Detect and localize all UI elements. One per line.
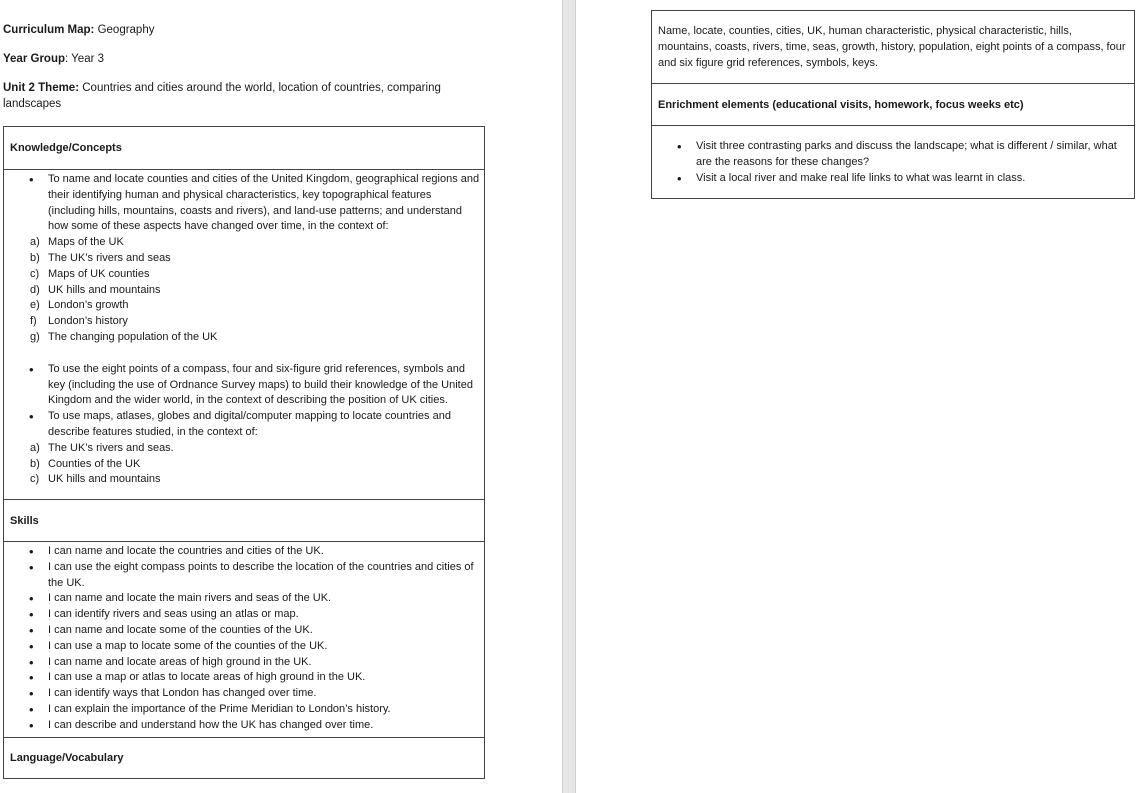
- language-heading: Language/Vocabulary: [4, 737, 484, 778]
- list-item: [4, 283, 484, 299]
- knowledge-bullets-2: [4, 362, 484, 441]
- skill-item: • I can describe and understand how the UK has changed over time.: [4, 718, 484, 734]
- enrichment-list: [652, 139, 1134, 186]
- curriculum-map-value: Geography: [97, 24, 155, 36]
- knowledge-bullets-1: [4, 172, 484, 235]
- list-item-text: UK hills and mountains: [48, 473, 161, 486]
- skill-item: • I can name and locate areas of high ground in the UK.: [4, 655, 484, 671]
- list-item: [4, 314, 484, 330]
- knowledge-list-2: [4, 441, 484, 488]
- skill-item: • I can use a map to locate some of the counties of the UK.: [4, 639, 484, 655]
- curriculum-map-line: [3, 22, 154, 38]
- list-item-text: London’s growth: [48, 299, 129, 312]
- list-item-text: UK hills and mountains: [48, 283, 161, 296]
- curriculum-map-label: Curriculum Map:: [3, 24, 95, 36]
- unit-theme-label: Unit 2 Theme:: [3, 82, 80, 94]
- list-item: [4, 267, 484, 283]
- skills-content: [4, 541, 484, 737]
- list-item-letter: b): [30, 251, 40, 264]
- page-gutter: [562, 0, 576, 793]
- year-group-line: [3, 51, 104, 67]
- knowledge-bullet-compass: • To use the eight points of a compass, four and six-figure grid references, symbols and key (including the use of Ordnance Survey maps) to build their knowledge of the United Kingdom and the wider world, in the context of describing the position of UK cities.: [4, 362, 484, 409]
- year-group-value: : Year 3: [65, 53, 105, 65]
- language-content: Name, locate, counties, cities, UK, human characteristic, physical characteristic, hills, mountains, coasts, rivers, time, seas, growth, history, population, eight points of a compass, four and six figure grid references, symbols, keys.: [658, 25, 1126, 69]
- list-item: [4, 235, 484, 251]
- list-item-letter: b): [30, 457, 40, 470]
- list-item-letter: a): [30, 441, 40, 454]
- skill-item: • I can identify ways that London has changed over time.: [4, 686, 484, 702]
- enrichment-heading: Enrichment elements (educational visits, homework, focus weeks etc): [652, 83, 1134, 125]
- skill-item: • I can identify rivers and seas using an atlas or map.: [4, 607, 484, 623]
- list-item-letter: e): [30, 299, 40, 312]
- unit-theme-value: Countries and cities around the world, location of countries, comparing landscapes: [3, 82, 441, 110]
- skill-item: • I can use a map or atlas to locate areas of high ground in the UK.: [4, 670, 484, 686]
- enrichment-item: • Visit a local river and make real life links to what was learnt in class.: [652, 171, 1134, 187]
- list-item-text: The changing population of the UK: [48, 330, 218, 343]
- curriculum-table: [3, 126, 485, 779]
- list-item: [4, 472, 484, 488]
- list-item: [4, 330, 484, 346]
- document-page-right: [576, 0, 1141, 793]
- skills-list: [4, 544, 484, 734]
- skill-item: • I can name and locate the main rivers and seas of the UK.: [4, 591, 484, 607]
- list-item-text: The UK’s rivers and seas.: [48, 441, 174, 454]
- list-item-letter: c): [30, 267, 40, 280]
- list-item-text: Maps of the UK: [48, 236, 124, 249]
- skills-heading: Skills: [4, 499, 484, 541]
- document-page-left: [0, 0, 562, 793]
- list-item-text: The UK’s rivers and seas: [48, 251, 171, 264]
- list-item-letter: c): [30, 473, 40, 486]
- skill-item: • I can name and locate the countries and cities of the UK.: [4, 544, 484, 560]
- enrichment-item: • Visit three contrasting parks and discuss the landscape; what is different / similar, what are the reasons for these changes?: [652, 139, 1134, 171]
- skill-item: • I can name and locate some of the counties of the UK.: [4, 623, 484, 639]
- skill-item: • I can use the eight compass points to describe the location of the countries and cities of the UK.: [4, 560, 484, 592]
- list-item: [4, 298, 484, 314]
- list-item-text: Counties of the UK: [48, 457, 141, 470]
- unit-theme-line: [3, 80, 473, 112]
- list-item: [4, 457, 484, 473]
- knowledge-bullet-maps: • To use maps, atlases, globes and digital/computer mapping to locate countries and describe features studied, in the context of:: [4, 409, 484, 441]
- list-item: [4, 441, 484, 457]
- knowledge-bullet-locate: • To name and locate counties and cities of the United Kingdom, geographical regions and their identifying human and physical characteristics, key topographical features (including hills, mountains, coasts and rivers), and land-use patterns; and understand how some of these aspects have changed over time, in the context of:: [4, 172, 484, 235]
- list-item: [4, 251, 484, 267]
- list-item-letter: g): [30, 330, 40, 343]
- list-item-letter: f): [30, 315, 37, 328]
- list-item-letter: a): [30, 236, 40, 249]
- knowledge-heading: Knowledge/Concepts: [10, 142, 122, 154]
- year-group-label: Year Group: [3, 53, 65, 65]
- knowledge-list-1: [4, 235, 484, 346]
- skill-item: • I can explain the importance of the Prime Meridian to London’s history.: [4, 702, 484, 718]
- curriculum-table-continued: [651, 10, 1135, 199]
- list-item-text: London’s history: [48, 315, 128, 328]
- knowledge-content: [4, 169, 484, 499]
- list-item-letter: d): [30, 283, 40, 296]
- list-item-text: Maps of UK counties: [48, 267, 150, 280]
- enrichment-content: [652, 125, 1134, 198]
